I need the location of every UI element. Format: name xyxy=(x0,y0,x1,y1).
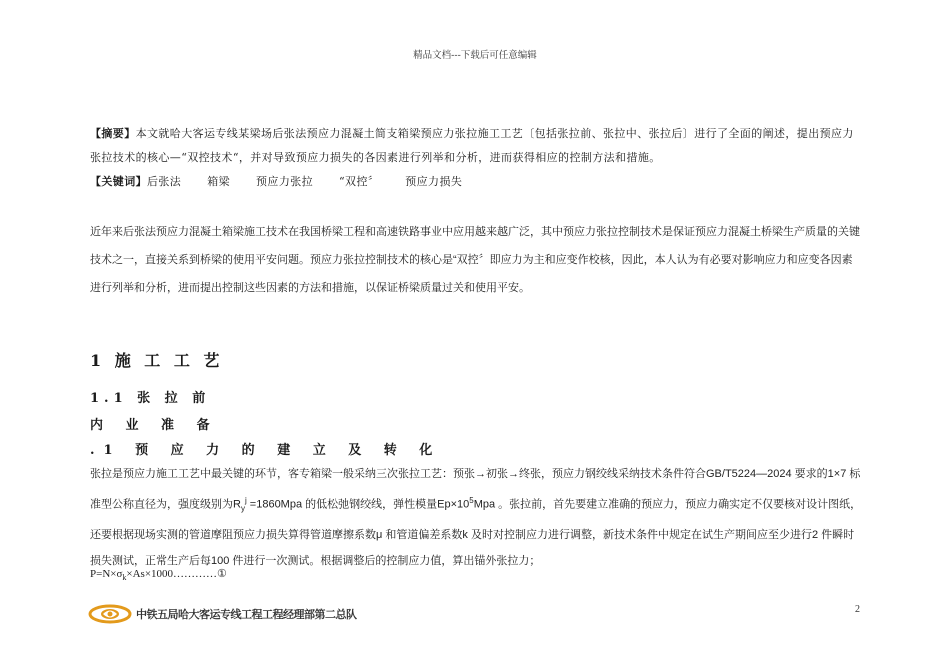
intro-paragraph: 近年来后张法预应力混凝土箱梁施工技术在我国桥梁工程和高速铁路事业中应用越来越广泛，其中预应力张拉控制技术是保证预应力混凝土桥梁生产质量的关键技术之一，直接关系到桥梁的使用平安问题。预应力张拉控制技术的核心是“双控〞即应力为主和应变作校核，因此，本人认为有必要对影响应力和应变各因素进行列举和分析，进而提出控制这些因素的方法和措施，以保证桥梁质量过关和使用平安。 xyxy=(90,226,860,294)
keyword-item: 箱梁 xyxy=(207,175,231,188)
keyword-item: 预应力损失 xyxy=(405,175,463,188)
abstract-paragraph xyxy=(90,122,862,170)
section-heading-1-1: 1.1 张 拉 前 xyxy=(90,391,211,406)
subscript: y xyxy=(240,503,245,513)
abstract-text: 本文就哈大客运专线某梁场后张法预应力混凝土简支箱梁预应力张拉施工工艺〔包括张拉前、张拉中、张拉后〕进行了全面的阐述，提出预应力张拉技术的核心—“双控技术“，并对导致预应力损失的各因素进行列举和分析，进而获得相应的控制方法和措施。 xyxy=(90,127,854,164)
formula-part: ×As×1000…………① xyxy=(126,568,227,580)
formula-part: P=N×σ xyxy=(90,568,123,580)
body-paragraph xyxy=(90,461,862,575)
keyword-item: “双控〞 xyxy=(339,175,380,188)
keywords-line xyxy=(90,172,862,192)
formula-subscript: k xyxy=(122,573,127,583)
footer-organization: 中铁五局哈大客运专线工程工程经理部第二总队 xyxy=(136,609,357,621)
subsubsection-heading: .1 预 应 力 的 建 立 及 转 化 xyxy=(90,443,442,458)
keyword-item: 后张法 xyxy=(147,175,182,188)
abstract-tag: 【摘要】 xyxy=(90,127,136,140)
keyword-item: 预应力张拉 xyxy=(256,175,314,188)
company-logo-icon xyxy=(88,603,132,625)
keywords-tag: 【关键词】 xyxy=(90,175,147,188)
superscript: 5 xyxy=(469,495,474,505)
body-text-part: =1860Mpa 的低松弛钢绞线，弹性模量Ep×10 xyxy=(246,498,470,511)
body-text-part: 张拉是预应力施工工艺中最关键的环节，客专箱梁一般采纳三次张拉工艺：预张→初张→终张，预应力钢绞线采纳技术条件符合GB/T5224—2024 要求的1×7 标准型公称直径为，强度级别为R xyxy=(90,468,861,511)
page-number: 2 xyxy=(855,604,860,615)
superscript: j xyxy=(244,495,247,505)
formula-line xyxy=(90,567,227,582)
header-note: 精品文档---下载后可任意编辑 xyxy=(413,50,537,61)
subsection-heading: 内 业 准 备 xyxy=(90,418,219,433)
section-heading-1: 1 施 工 工 艺 xyxy=(90,351,224,370)
body-text-part: Mpa 。张拉前，首先要建立准确的预应力，预应力确实定不仅要核对设计图纸，还要根据现场实测的管道摩阻预应力损失算得管道摩擦系数μ 和管道偏差系数k 及时对控制应力进行调整，新技术条件中规定在试生产期间应至少进行2 件瞬时损失测试，正常生产后每100 件进行一次测试。根据调整后的控制应力值，算出锚外张拉力； xyxy=(90,498,862,568)
